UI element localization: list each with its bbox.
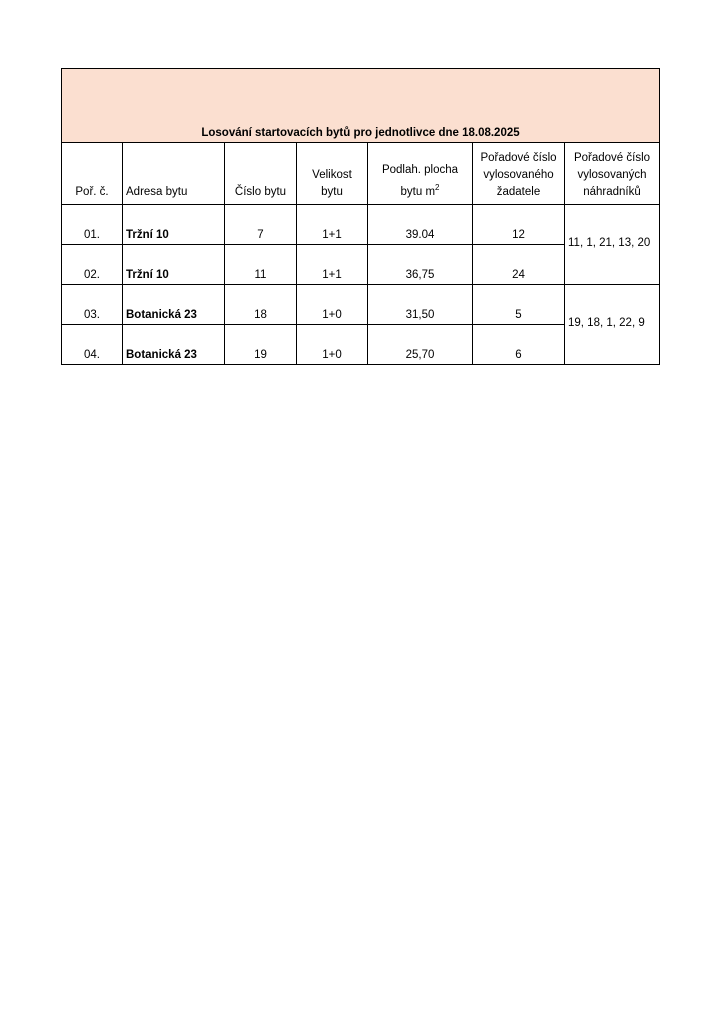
cell-address: Botanická 23 bbox=[123, 325, 225, 365]
cell-apartment-no: 7 bbox=[225, 205, 297, 245]
header-num: Poř. č. bbox=[62, 143, 123, 205]
table-row bbox=[62, 285, 660, 325]
cell-address: Botanická 23 bbox=[123, 285, 225, 325]
cell-area: 25,70 bbox=[368, 325, 473, 365]
header-substitutes bbox=[565, 143, 660, 205]
cell-size: 1+0 bbox=[297, 325, 368, 365]
header-area-line2: bytu m bbox=[400, 186, 436, 198]
cell-substitutes: 11, 1, 21, 13, 20 bbox=[565, 205, 660, 285]
cell-applicant: 6 bbox=[473, 325, 565, 365]
cell-apartment-no: 19 bbox=[225, 325, 297, 365]
header-area-sup: 2 bbox=[435, 183, 440, 193]
cell-address: Tržní 10 bbox=[123, 205, 225, 245]
cell-area: 39.04 bbox=[368, 205, 473, 245]
cell-num: 01. bbox=[62, 205, 123, 245]
header-row bbox=[62, 143, 660, 205]
header-applicant-line1: Pořadové číslo bbox=[480, 152, 557, 164]
cell-num: 04. bbox=[62, 325, 123, 365]
header-applicant-line3: žadatele bbox=[496, 186, 541, 198]
header-applicant-line2: vylosovaného bbox=[483, 169, 554, 181]
cell-area: 36,75 bbox=[368, 245, 473, 285]
header-size bbox=[297, 143, 368, 205]
cell-size: 1+0 bbox=[297, 285, 368, 325]
cell-applicant: 12 bbox=[473, 205, 565, 245]
cell-num: 03. bbox=[62, 285, 123, 325]
lottery-table bbox=[61, 68, 660, 365]
header-area bbox=[368, 143, 473, 205]
header-subs-line3: náhradníků bbox=[583, 186, 641, 198]
header-subs-line1: Pořadové číslo bbox=[573, 152, 651, 164]
header-area-line1: Podlah. plocha bbox=[381, 164, 459, 177]
cell-num: 02. bbox=[62, 245, 123, 285]
cell-size: 1+1 bbox=[297, 205, 368, 245]
cell-apartment-no: 18 bbox=[225, 285, 297, 325]
cell-applicant: 5 bbox=[473, 285, 565, 325]
cell-substitutes: 19, 18, 1, 22, 9 bbox=[565, 285, 660, 365]
header-applicant bbox=[473, 143, 565, 205]
header-subs-line2: vylosovaných bbox=[577, 169, 647, 181]
cell-area: 31,50 bbox=[368, 285, 473, 325]
header-size-line2: bytu bbox=[321, 186, 343, 198]
cell-applicant: 24 bbox=[473, 245, 565, 285]
cell-address: Tržní 10 bbox=[123, 245, 225, 285]
table-row bbox=[62, 205, 660, 245]
lottery-table-sheet bbox=[61, 68, 659, 365]
header-address: Adresa bytu bbox=[123, 143, 225, 205]
header-apartment-no: Číslo bytu bbox=[225, 143, 297, 205]
cell-size: 1+1 bbox=[297, 245, 368, 285]
header-size-line1: Velikost bbox=[312, 169, 352, 181]
table-title: Losování startovacích bytů pro jednotlivce dne 18.08.2025 bbox=[62, 69, 660, 143]
cell-apartment-no: 11 bbox=[225, 245, 297, 285]
